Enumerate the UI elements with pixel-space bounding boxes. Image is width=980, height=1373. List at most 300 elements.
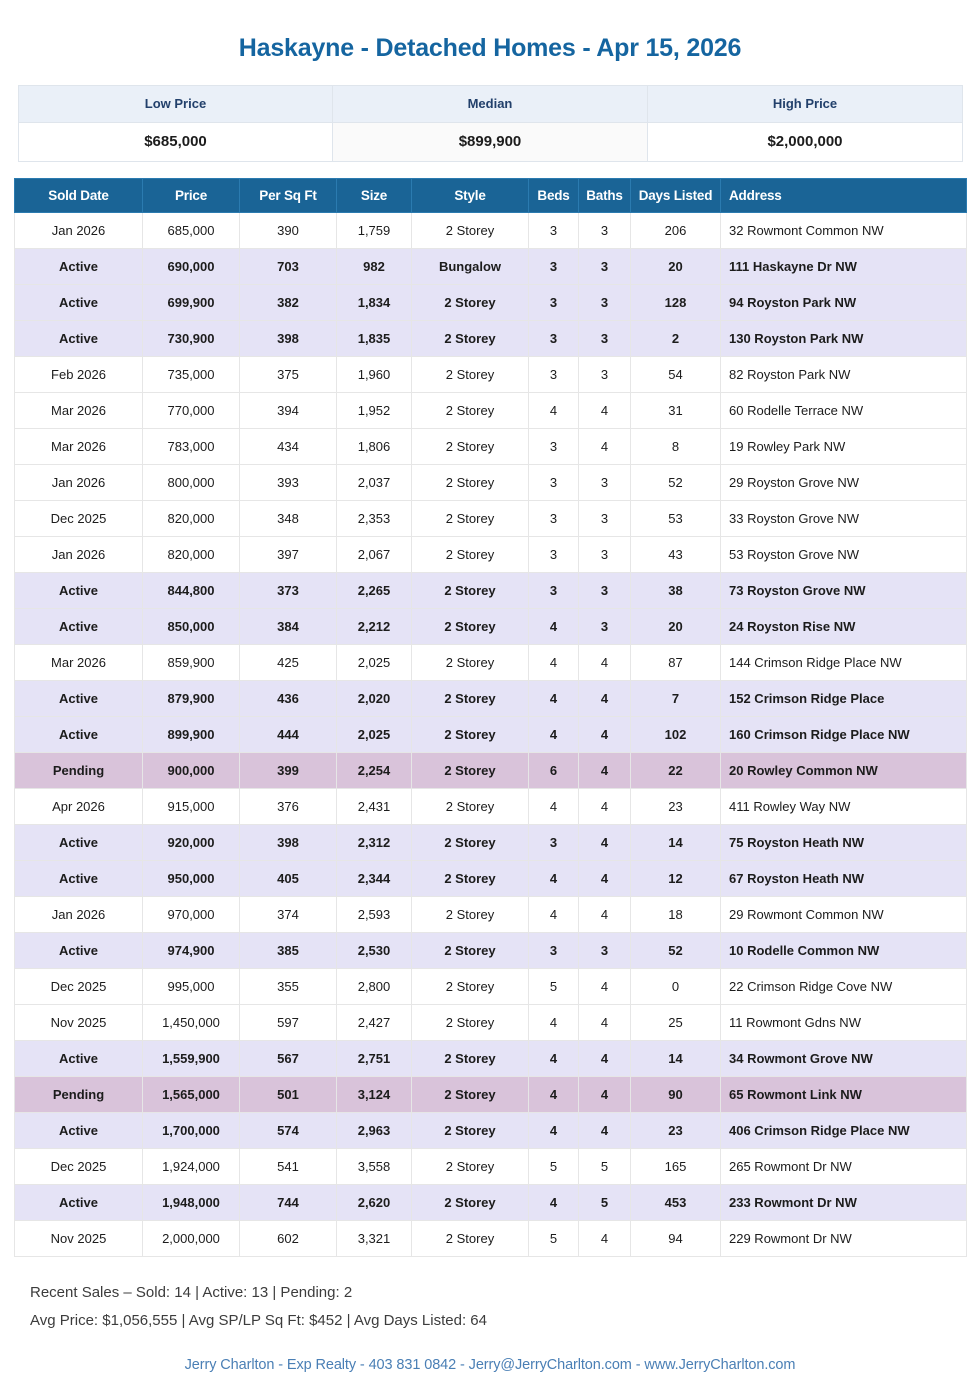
cell-baths: 4	[579, 644, 631, 680]
cell-baths: 3	[579, 572, 631, 608]
cell-sold-date: Active	[15, 1184, 143, 1220]
cell-baths: 3	[579, 500, 631, 536]
cell-beds: 3	[529, 932, 579, 968]
cell-beds: 3	[529, 464, 579, 500]
summary-stats	[30, 1279, 980, 1335]
cell-days-listed: 2	[631, 320, 721, 356]
cell-baths: 4	[579, 716, 631, 752]
cell-style: 2 Storey	[412, 608, 529, 644]
cell-address: 33 Royston Grove NW	[721, 500, 967, 536]
cell-price: 730,900	[143, 320, 240, 356]
cell-baths: 3	[579, 320, 631, 356]
cell-beds: 3	[529, 536, 579, 572]
cell-days-listed: 14	[631, 824, 721, 860]
cell-price: 770,000	[143, 392, 240, 428]
cell-size: 2,212	[337, 608, 412, 644]
cell-days-listed: 23	[631, 1112, 721, 1148]
cell-address: 406 Crimson Ridge Place NW	[721, 1112, 967, 1148]
table-row[interactable]	[15, 1148, 967, 1184]
cell-style: 2 Storey	[412, 1004, 529, 1040]
cell-baths: 4	[579, 968, 631, 1004]
column-header-address[interactable]: Address	[721, 178, 967, 212]
cell-sold-date: Active	[15, 284, 143, 320]
summary-header-high-price: High Price	[648, 85, 963, 122]
cell-style: 2 Storey	[412, 356, 529, 392]
cell-baths: 3	[579, 932, 631, 968]
cell-per-sq-ft: 397	[240, 536, 337, 572]
cell-days-listed: 54	[631, 356, 721, 392]
cell-per-sq-ft: 398	[240, 824, 337, 860]
cell-per-sq-ft: 374	[240, 896, 337, 932]
column-header-sold-date[interactable]: Sold Date	[15, 178, 143, 212]
cell-sold-date: Jan 2026	[15, 464, 143, 500]
cell-price: 690,000	[143, 248, 240, 284]
table-row[interactable]	[15, 824, 967, 860]
cell-per-sq-ft: 394	[240, 392, 337, 428]
listings-section	[14, 178, 966, 1257]
cell-address: 229 Rowmont Dr NW	[721, 1220, 967, 1256]
cell-per-sq-ft: 382	[240, 284, 337, 320]
cell-price: 899,900	[143, 716, 240, 752]
cell-per-sq-ft: 597	[240, 1004, 337, 1040]
column-header-per-sq-ft[interactable]: Per Sq Ft	[240, 178, 337, 212]
cell-style: 2 Storey	[412, 644, 529, 680]
cell-per-sq-ft: 567	[240, 1040, 337, 1076]
table-row[interactable]	[15, 464, 967, 500]
cell-sold-date: Dec 2025	[15, 968, 143, 1004]
cell-days-listed: 165	[631, 1148, 721, 1184]
cell-baths: 4	[579, 1220, 631, 1256]
cell-price: 800,000	[143, 464, 240, 500]
cell-style: 2 Storey	[412, 1040, 529, 1076]
cell-address: 82 Royston Park NW	[721, 356, 967, 392]
cell-size: 2,593	[337, 896, 412, 932]
cell-per-sq-ft: 376	[240, 788, 337, 824]
cell-per-sq-ft: 393	[240, 464, 337, 500]
table-row[interactable]	[15, 392, 967, 428]
cell-size: 2,751	[337, 1040, 412, 1076]
cell-price: 1,450,000	[143, 1004, 240, 1040]
cell-per-sq-ft: 398	[240, 320, 337, 356]
cell-days-listed: 20	[631, 248, 721, 284]
cell-baths: 4	[579, 1040, 631, 1076]
cell-address: 67 Royston Heath NW	[721, 860, 967, 896]
cell-style: 2 Storey	[412, 320, 529, 356]
table-row[interactable]	[15, 680, 967, 716]
cell-days-listed: 52	[631, 932, 721, 968]
cell-size: 982	[337, 248, 412, 284]
cell-size: 1,834	[337, 284, 412, 320]
cell-size: 1,835	[337, 320, 412, 356]
cell-style: 2 Storey	[412, 824, 529, 860]
cell-style: 2 Storey	[412, 212, 529, 248]
cell-size: 1,960	[337, 356, 412, 392]
cell-beds: 3	[529, 284, 579, 320]
table-row[interactable]	[15, 536, 967, 572]
table-row[interactable]	[15, 500, 967, 536]
cell-days-listed: 12	[631, 860, 721, 896]
cell-price: 1,565,000	[143, 1076, 240, 1112]
table-row[interactable]	[15, 752, 967, 788]
cell-size: 3,321	[337, 1220, 412, 1256]
summary-header-median: Median	[333, 85, 648, 122]
cell-beds: 5	[529, 1220, 579, 1256]
cell-address: 34 Rowmont Grove NW	[721, 1040, 967, 1076]
cell-per-sq-ft: 373	[240, 572, 337, 608]
cell-address: 111 Haskayne Dr NW	[721, 248, 967, 284]
cell-beds: 4	[529, 896, 579, 932]
cell-price: 974,900	[143, 932, 240, 968]
cell-sold-date: Pending	[15, 752, 143, 788]
cell-style: 2 Storey	[412, 1148, 529, 1184]
cell-style: 2 Storey	[412, 932, 529, 968]
cell-beds: 4	[529, 1184, 579, 1220]
table-row[interactable]	[15, 1040, 967, 1076]
cell-size: 2,800	[337, 968, 412, 1004]
cell-address: 65 Rowmont Link NW	[721, 1076, 967, 1112]
cell-beds: 4	[529, 1040, 579, 1076]
cell-address: 265 Rowmont Dr NW	[721, 1148, 967, 1184]
cell-price: 820,000	[143, 536, 240, 572]
cell-style: 2 Storey	[412, 788, 529, 824]
table-row[interactable]	[15, 356, 967, 392]
table-row[interactable]	[15, 1184, 967, 1220]
cell-beds: 4	[529, 392, 579, 428]
cell-baths: 4	[579, 1004, 631, 1040]
cell-per-sq-ft: 436	[240, 680, 337, 716]
cell-baths: 3	[579, 536, 631, 572]
table-row[interactable]	[15, 788, 967, 824]
cell-address: 75 Royston Heath NW	[721, 824, 967, 860]
cell-baths: 3	[579, 284, 631, 320]
cell-price: 850,000	[143, 608, 240, 644]
cell-address: 32 Rowmont Common NW	[721, 212, 967, 248]
cell-address: 29 Royston Grove NW	[721, 464, 967, 500]
cell-per-sq-ft: 444	[240, 716, 337, 752]
cell-price: 950,000	[143, 860, 240, 896]
summary-value-row	[19, 122, 963, 161]
cell-days-listed: 23	[631, 788, 721, 824]
cell-price: 995,000	[143, 968, 240, 1004]
cell-address: 94 Royston Park NW	[721, 284, 967, 320]
cell-sold-date: Active	[15, 1040, 143, 1076]
cell-sold-date: Jan 2026	[15, 896, 143, 932]
cell-days-listed: 87	[631, 644, 721, 680]
cell-price: 735,000	[143, 356, 240, 392]
cell-beds: 4	[529, 1076, 579, 1112]
report-page	[0, 17, 980, 1373]
cell-beds: 3	[529, 500, 579, 536]
cell-days-listed: 102	[631, 716, 721, 752]
cell-baths: 4	[579, 1112, 631, 1148]
cell-style: 2 Storey	[412, 428, 529, 464]
cell-price: 915,000	[143, 788, 240, 824]
cell-size: 1,952	[337, 392, 412, 428]
cell-sold-date: Active	[15, 1112, 143, 1148]
cell-beds: 3	[529, 320, 579, 356]
cell-beds: 3	[529, 428, 579, 464]
cell-beds: 3	[529, 572, 579, 608]
cell-beds: 4	[529, 608, 579, 644]
cell-days-listed: 38	[631, 572, 721, 608]
cell-address: 152 Crimson Ridge Place	[721, 680, 967, 716]
cell-baths: 4	[579, 860, 631, 896]
cell-baths: 3	[579, 212, 631, 248]
cell-per-sq-ft: 501	[240, 1076, 337, 1112]
cell-size: 3,558	[337, 1148, 412, 1184]
cell-size: 2,025	[337, 644, 412, 680]
listings-table	[14, 178, 967, 1257]
cell-sold-date: Jan 2026	[15, 536, 143, 572]
cell-price: 844,800	[143, 572, 240, 608]
cell-days-listed: 206	[631, 212, 721, 248]
cell-per-sq-ft: 375	[240, 356, 337, 392]
cell-per-sq-ft: 384	[240, 608, 337, 644]
summary-value-median: $899,900	[333, 122, 648, 161]
cell-baths: 4	[579, 752, 631, 788]
cell-address: 144 Crimson Ridge Place NW	[721, 644, 967, 680]
cell-beds: 6	[529, 752, 579, 788]
cell-sold-date: Active	[15, 932, 143, 968]
cell-size: 2,025	[337, 716, 412, 752]
cell-days-listed: 94	[631, 1220, 721, 1256]
cell-beds: 3	[529, 212, 579, 248]
cell-style: 2 Storey	[412, 464, 529, 500]
cell-per-sq-ft: 744	[240, 1184, 337, 1220]
table-row[interactable]	[15, 1004, 967, 1040]
summary-header-row	[19, 85, 963, 122]
cell-days-listed: 25	[631, 1004, 721, 1040]
cell-baths: 3	[579, 248, 631, 284]
cell-address: 53 Royston Grove NW	[721, 536, 967, 572]
column-header-days-listed[interactable]: Days Listed	[631, 178, 721, 212]
cell-beds: 4	[529, 1004, 579, 1040]
page-title: Haskayne - Detached Homes - Apr 15, 2026	[238, 33, 742, 62]
cell-beds: 3	[529, 356, 579, 392]
cell-address: 11 Rowmont Gdns NW	[721, 1004, 967, 1040]
cell-baths: 4	[579, 392, 631, 428]
cell-style: 2 Storey	[412, 752, 529, 788]
table-row[interactable]	[15, 572, 967, 608]
cell-baths: 3	[579, 608, 631, 644]
cell-per-sq-ft: 390	[240, 212, 337, 248]
cell-size: 1,759	[337, 212, 412, 248]
cell-size: 2,620	[337, 1184, 412, 1220]
cell-address: 24 Royston Rise NW	[721, 608, 967, 644]
cell-days-listed: 22	[631, 752, 721, 788]
cell-baths: 3	[579, 464, 631, 500]
cell-sold-date: Active	[15, 824, 143, 860]
cell-per-sq-ft: 574	[240, 1112, 337, 1148]
column-header-baths[interactable]: Baths	[579, 178, 631, 212]
cell-style: 2 Storey	[412, 896, 529, 932]
table-row[interactable]	[15, 644, 967, 680]
price-summary-table	[18, 85, 963, 162]
table-row[interactable]	[15, 932, 967, 968]
cell-per-sq-ft: 355	[240, 968, 337, 1004]
cell-sold-date: Mar 2026	[15, 392, 143, 428]
cell-baths: 3	[579, 356, 631, 392]
cell-style: 2 Storey	[412, 392, 529, 428]
price-summary-section	[18, 85, 962, 162]
cell-beds: 3	[529, 824, 579, 860]
cell-beds: 3	[529, 248, 579, 284]
table-row[interactable]	[15, 1220, 967, 1256]
column-header-style[interactable]: Style	[412, 178, 529, 212]
cell-baths: 4	[579, 824, 631, 860]
cell-sold-date: Active	[15, 572, 143, 608]
cell-address: 73 Royston Grove NW	[721, 572, 967, 608]
cell-days-listed: 31	[631, 392, 721, 428]
cell-per-sq-ft: 602	[240, 1220, 337, 1256]
cell-days-listed: 128	[631, 284, 721, 320]
stats-counts-line: Recent Sales – Sold: 14 | Active: 13 | Pending: 2	[30, 1283, 353, 1301]
cell-style: 2 Storey	[412, 716, 529, 752]
cell-sold-date: Nov 2025	[15, 1004, 143, 1040]
cell-sold-date: Pending	[15, 1076, 143, 1112]
cell-size: 2,037	[337, 464, 412, 500]
table-row[interactable]	[15, 212, 967, 248]
cell-sold-date: Active	[15, 248, 143, 284]
cell-price: 1,924,000	[143, 1148, 240, 1184]
cell-per-sq-ft: 541	[240, 1148, 337, 1184]
table-row[interactable]	[15, 716, 967, 752]
cell-price: 859,900	[143, 644, 240, 680]
cell-sold-date: Nov 2025	[15, 1220, 143, 1256]
cell-size: 2,431	[337, 788, 412, 824]
column-header-size[interactable]: Size	[337, 178, 412, 212]
cell-price: 820,000	[143, 500, 240, 536]
cell-beds: 4	[529, 1112, 579, 1148]
cell-price: 1,559,900	[143, 1040, 240, 1076]
cell-sold-date: Active	[15, 608, 143, 644]
cell-baths: 4	[579, 428, 631, 464]
cell-price: 699,900	[143, 284, 240, 320]
cell-style: 2 Storey	[412, 1112, 529, 1148]
cell-beds: 4	[529, 644, 579, 680]
table-row[interactable]	[15, 896, 967, 932]
cell-per-sq-ft: 348	[240, 500, 337, 536]
cell-baths: 4	[579, 680, 631, 716]
cell-size: 1,806	[337, 428, 412, 464]
cell-per-sq-ft: 385	[240, 932, 337, 968]
cell-style: 2 Storey	[412, 1076, 529, 1112]
cell-days-listed: 18	[631, 896, 721, 932]
cell-beds: 4	[529, 716, 579, 752]
cell-beds: 4	[529, 860, 579, 896]
cell-beds: 4	[529, 680, 579, 716]
cell-beds: 5	[529, 968, 579, 1004]
table-row[interactable]	[15, 1076, 967, 1112]
table-row[interactable]	[15, 284, 967, 320]
cell-sold-date: Apr 2026	[15, 788, 143, 824]
cell-days-listed: 52	[631, 464, 721, 500]
cell-style: 2 Storey	[412, 1184, 529, 1220]
cell-style: 2 Storey	[412, 968, 529, 1004]
cell-sold-date: Jan 2026	[15, 212, 143, 248]
cell-size: 2,265	[337, 572, 412, 608]
table-row[interactable]	[15, 320, 967, 356]
cell-baths: 4	[579, 788, 631, 824]
cell-days-listed: 0	[631, 968, 721, 1004]
cell-days-listed: 7	[631, 680, 721, 716]
cell-days-listed: 453	[631, 1184, 721, 1220]
cell-sold-date: Active	[15, 680, 143, 716]
cell-address: 19 Rowley Park NW	[721, 428, 967, 464]
cell-size: 2,530	[337, 932, 412, 968]
cell-style: Bungalow	[412, 248, 529, 284]
cell-price: 879,900	[143, 680, 240, 716]
cell-size: 2,963	[337, 1112, 412, 1148]
cell-size: 2,067	[337, 536, 412, 572]
cell-days-listed: 8	[631, 428, 721, 464]
cell-price: 920,000	[143, 824, 240, 860]
table-row[interactable]	[15, 1112, 967, 1148]
cell-style: 2 Storey	[412, 1220, 529, 1256]
cell-days-listed: 53	[631, 500, 721, 536]
cell-style: 2 Storey	[412, 536, 529, 572]
cell-price: 1,700,000	[143, 1112, 240, 1148]
cell-days-listed: 43	[631, 536, 721, 572]
cell-price: 685,000	[143, 212, 240, 248]
cell-per-sq-ft: 399	[240, 752, 337, 788]
cell-sold-date: Active	[15, 320, 143, 356]
cell-address: 411 Rowley Way NW	[721, 788, 967, 824]
cell-per-sq-ft: 405	[240, 860, 337, 896]
stats-averages-line: Avg Price: $1,056,555 | Avg SP/LP Sq Ft: $452 | Avg Days Listed: 64	[30, 1311, 487, 1329]
cell-size: 2,427	[337, 1004, 412, 1040]
cell-address: 20 Rowley Common NW	[721, 752, 967, 788]
cell-sold-date: Mar 2026	[15, 428, 143, 464]
cell-price: 783,000	[143, 428, 240, 464]
cell-sold-date: Active	[15, 860, 143, 896]
column-header-price[interactable]: Price	[143, 178, 240, 212]
summary-value-high-price: $2,000,000	[648, 122, 963, 161]
cell-per-sq-ft: 425	[240, 644, 337, 680]
cell-per-sq-ft: 703	[240, 248, 337, 284]
cell-baths: 4	[579, 1076, 631, 1112]
cell-sold-date: Dec 2025	[15, 500, 143, 536]
cell-baths: 5	[579, 1184, 631, 1220]
column-header-beds[interactable]: Beds	[529, 178, 579, 212]
table-row[interactable]	[15, 860, 967, 896]
cell-address: 29 Rowmont Common NW	[721, 896, 967, 932]
cell-address: 60 Rodelle Terrace NW	[721, 392, 967, 428]
summary-header-low-price: Low Price	[19, 85, 333, 122]
table-row[interactable]	[15, 428, 967, 464]
cell-size: 2,254	[337, 752, 412, 788]
cell-address: 10 Rodelle Common NW	[721, 932, 967, 968]
cell-address: 130 Royston Park NW	[721, 320, 967, 356]
table-row[interactable]	[15, 248, 967, 284]
cell-address: 22 Crimson Ridge Cove NW	[721, 968, 967, 1004]
cell-sold-date: Feb 2026	[15, 356, 143, 392]
cell-size: 3,124	[337, 1076, 412, 1112]
table-row[interactable]	[15, 608, 967, 644]
agent-contact-line[interactable]: Jerry Charlton - Exp Realty - 403 831 0842 - Jerry@JerryCharlton.com - www.JerryCharlton.com	[184, 1356, 796, 1373]
cell-address: 160 Crimson Ridge Place NW	[721, 716, 967, 752]
cell-style: 2 Storey	[412, 680, 529, 716]
cell-style: 2 Storey	[412, 500, 529, 536]
cell-days-listed: 14	[631, 1040, 721, 1076]
cell-baths: 5	[579, 1148, 631, 1184]
cell-sold-date: Active	[15, 716, 143, 752]
cell-per-sq-ft: 434	[240, 428, 337, 464]
table-row[interactable]	[15, 968, 967, 1004]
cell-beds: 4	[529, 788, 579, 824]
listings-header-row	[15, 178, 967, 212]
cell-size: 2,020	[337, 680, 412, 716]
